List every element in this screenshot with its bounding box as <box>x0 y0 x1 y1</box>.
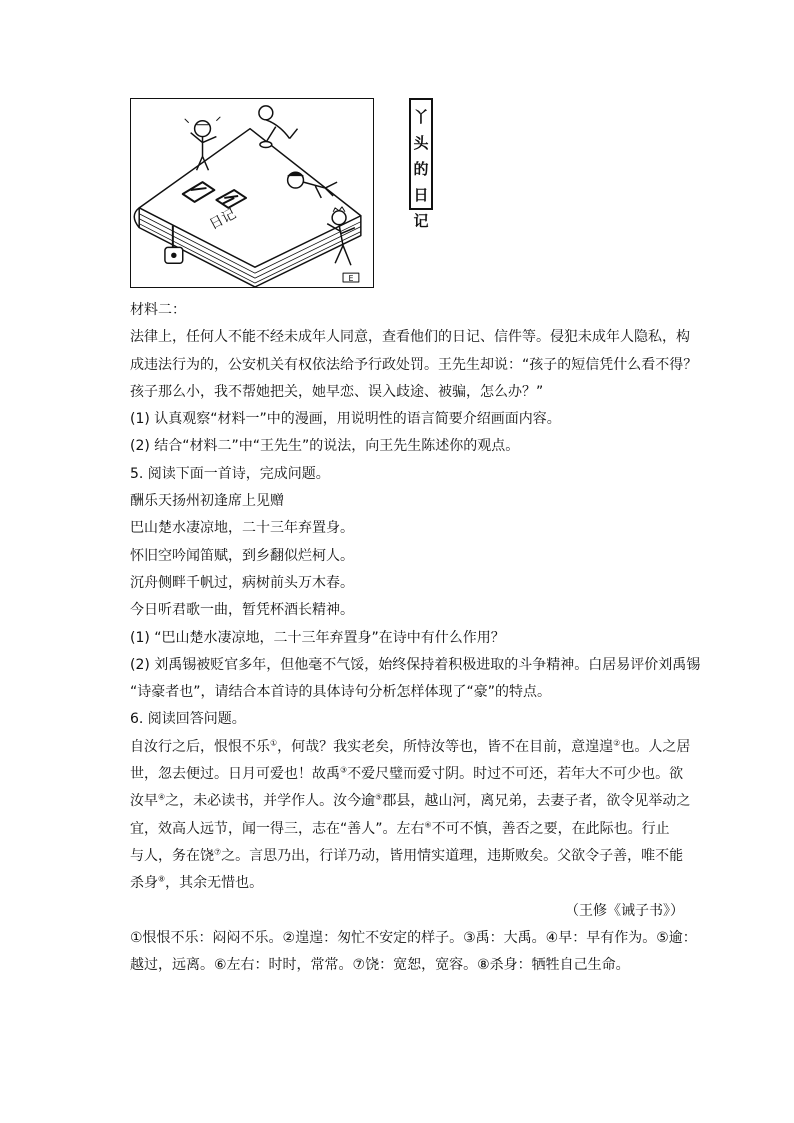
title-char: 日 <box>413 186 429 204</box>
footnote-marker: ② <box>613 738 621 748</box>
footnotes-line: 越过，远离。⑥左右：时时，常常。⑦饶：宽恕，宽容。⑧杀身：牺牲自己生命。 <box>130 957 630 974</box>
passage-text: 宜，效高人远节，闻一得三，志在“善人”。左右 <box>130 820 425 837</box>
passage-text: 汝早 <box>130 793 158 810</box>
passage-text: 世，忽去便过。日月可爱也！故禹 <box>130 766 340 783</box>
passage-text: 不爱尺璧而爱寸阴。时过不可还，若年大不可少也。欲 <box>347 766 684 783</box>
book-cover-title: 日记 <box>206 206 239 234</box>
question-4-1: (1) 认真观察“材料一”中的漫画，用说明性的语言简要介绍画面内容。 <box>130 411 561 428</box>
body-text <box>130 297 701 979</box>
title-char: 头 <box>413 134 429 152</box>
question-5-1: (1) “巴山楚水凄凉地，二十三年弃置身”在诗中有什么作用？ <box>130 629 505 646</box>
question-5-2: (2) 刘禹锡被贬官多年，但他毫不气馁，始终保持着积极进取的斗争精神。白居易评价刘禹锡 <box>130 656 701 673</box>
question-6-heading: 6. 阅读回答问题。 <box>130 711 246 728</box>
footnote-marker: ⑧ <box>158 874 166 884</box>
footnote-marker: ⑤ <box>375 792 383 802</box>
cartoon-title <box>409 98 433 230</box>
question-5-heading: 5. 阅读下面一首诗，完成问题。 <box>130 465 330 482</box>
material-two-line: 法律上，任何人不能不经未成年人同意，查看他们的日记、信件等。侵犯未成年人隐私，构 <box>130 329 690 346</box>
footnote-marker: ⑥ <box>424 819 432 829</box>
passage-line <box>130 843 690 870</box>
passage-source: （王修《诫子书》） <box>565 902 684 919</box>
passage-text: 之，未必读书，并学作人。汝今逾 <box>165 793 376 810</box>
passage-line <box>130 734 690 761</box>
passage-line <box>130 788 690 815</box>
passage-text: ，其余无惜也。 <box>165 875 264 892</box>
title-char: 丫 <box>413 108 429 126</box>
passage-text: ，何哉？我实老矣，所恃汝等也，皆不在目前，意遑遑 <box>277 738 614 755</box>
footnote-marker: ⑦ <box>214 847 222 857</box>
passage-line <box>130 870 690 897</box>
passage-text: 之。言思乃出，行详乃动，皆用情实道理，违斯败矣。父欲令子善，唯不能 <box>221 847 684 864</box>
poem-line: 怀旧空吟闻笛赋，到乡翻似烂柯人。 <box>130 547 354 564</box>
footnotes-line: ①恨恨不乐：闷闷不乐。②遑遑：匆忙不安定的样子。③禹：大禹。④早：早有作为。⑤逾： <box>130 929 697 946</box>
poem-title: 酬乐天扬州初逢席上见赠 <box>130 493 284 510</box>
material-two-line: 成违法行为的，公安机关有权依法给予行政处罚。王先生却说：“孩子的短信凭什么看不得？ <box>130 356 698 373</box>
passage-text: 不可不慎，善否之要，在此际也。行止 <box>431 820 670 837</box>
title-char: 的 <box>413 160 429 178</box>
cartoon-illustration <box>130 98 374 288</box>
footnote-marker: ③ <box>340 765 348 775</box>
material-two-line: 孩子那么小，我不帮她把关，她早恋、误入歧途、被骗，怎么办？” <box>130 383 544 400</box>
material-two-heading: 材料二： <box>130 302 186 318</box>
title-char: 记 <box>413 212 429 230</box>
passage-line <box>130 816 690 843</box>
footnote-marker: ④ <box>158 792 166 802</box>
passage-line <box>130 761 690 788</box>
passage-text: 也。人之居 <box>620 738 691 755</box>
passage-text: 与人，务在饶 <box>130 847 214 864</box>
diary-cartoon-drawing <box>131 99 373 287</box>
passage-text: 杀身 <box>130 875 158 892</box>
corner-mark: E <box>348 274 354 284</box>
passage-text: 自汝行之后，恨恨不乐 <box>130 738 270 755</box>
poem-line: 沉舟侧畔千帆过，病树前头万木春。 <box>130 574 354 591</box>
poem-line: 今日听君歌一曲，暂凭杯酒长精神。 <box>130 602 354 619</box>
passage-text: 郡县，越山河，离兄弟，去妻子者，欲令见举动之 <box>382 793 691 810</box>
question-4-2: (2) 结合“材料二”中“王先生”的说法，向王先生陈述你的观点。 <box>130 438 520 455</box>
question-5-2-cont: “诗豪者也”，请结合本首诗的具体诗句分析怎样体现了“豪”的特点。 <box>130 684 552 701</box>
poem-line: 巴山楚水凄凉地，二十三年弃置身。 <box>130 520 354 537</box>
footnote-marker: ① <box>270 738 278 748</box>
